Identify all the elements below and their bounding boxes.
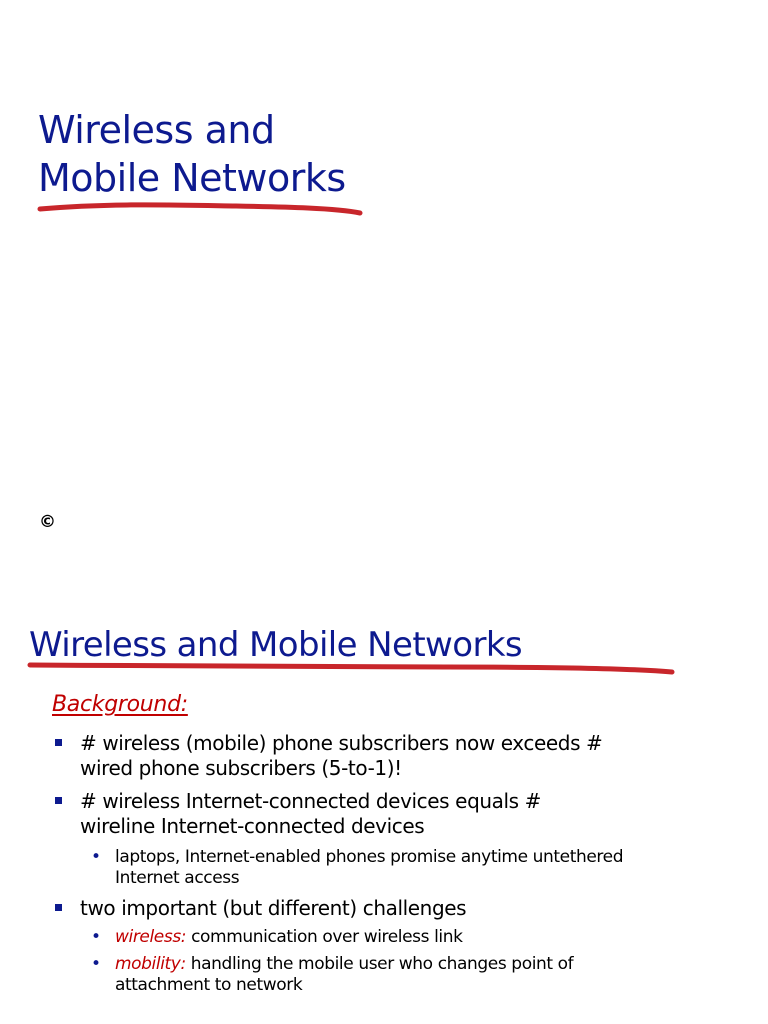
title-underline-decoration <box>36 198 368 220</box>
sub-bullet-line: laptops, Internet-enabled phones promise anytime untethered <box>115 847 624 867</box>
content-title-underline-decoration <box>26 657 678 681</box>
sub-bullet-item <box>91 954 574 996</box>
square-bullet-icon <box>55 904 62 911</box>
bullet-line: # wireless Internet-connected devices equals # <box>80 789 541 813</box>
square-bullet-icon <box>55 797 62 804</box>
round-bullet-icon: • <box>91 927 101 947</box>
sub-bullet-text: communication over wireless link <box>186 927 463 947</box>
round-bullet-icon: • <box>91 954 101 974</box>
sub-bullet-text: handling the mobile user who changes point of <box>185 954 574 974</box>
copyright-symbol: © <box>39 512 56 532</box>
sub-bullet-line <box>115 954 573 975</box>
bullet-line: # wireless (mobile) phone subscribers now exceeds # <box>80 731 603 755</box>
content-slide-title: Wireless and Mobile Networks <box>29 625 523 665</box>
bullet-line: wired phone subscribers (5-to-1)! <box>80 756 402 780</box>
bullet-line: wireline Internet-connected devices <box>80 814 425 838</box>
slide-title-line-2: Mobile Networks <box>38 156 346 200</box>
bullet-item <box>80 789 541 839</box>
sub-bullet-line <box>115 927 463 948</box>
sub-bullet-line: attachment to network <box>115 975 303 995</box>
round-bullet-icon: • <box>91 847 101 867</box>
slide-title <box>38 106 346 202</box>
sub-bullet-item <box>91 927 463 948</box>
square-bullet-icon <box>55 739 62 746</box>
keyword-mobility: mobility: <box>115 954 186 974</box>
bullet-item <box>80 896 466 921</box>
sub-bullet-line: Internet access <box>115 868 240 888</box>
slide-title-line-1: Wireless and <box>38 108 275 152</box>
background-heading: Background: <box>52 692 188 717</box>
keyword-wireless: wireless: <box>115 927 187 947</box>
bullet-item <box>80 731 602 781</box>
sub-bullet-item <box>91 847 624 889</box>
bullet-line: two important (but different) challenges <box>80 896 467 920</box>
